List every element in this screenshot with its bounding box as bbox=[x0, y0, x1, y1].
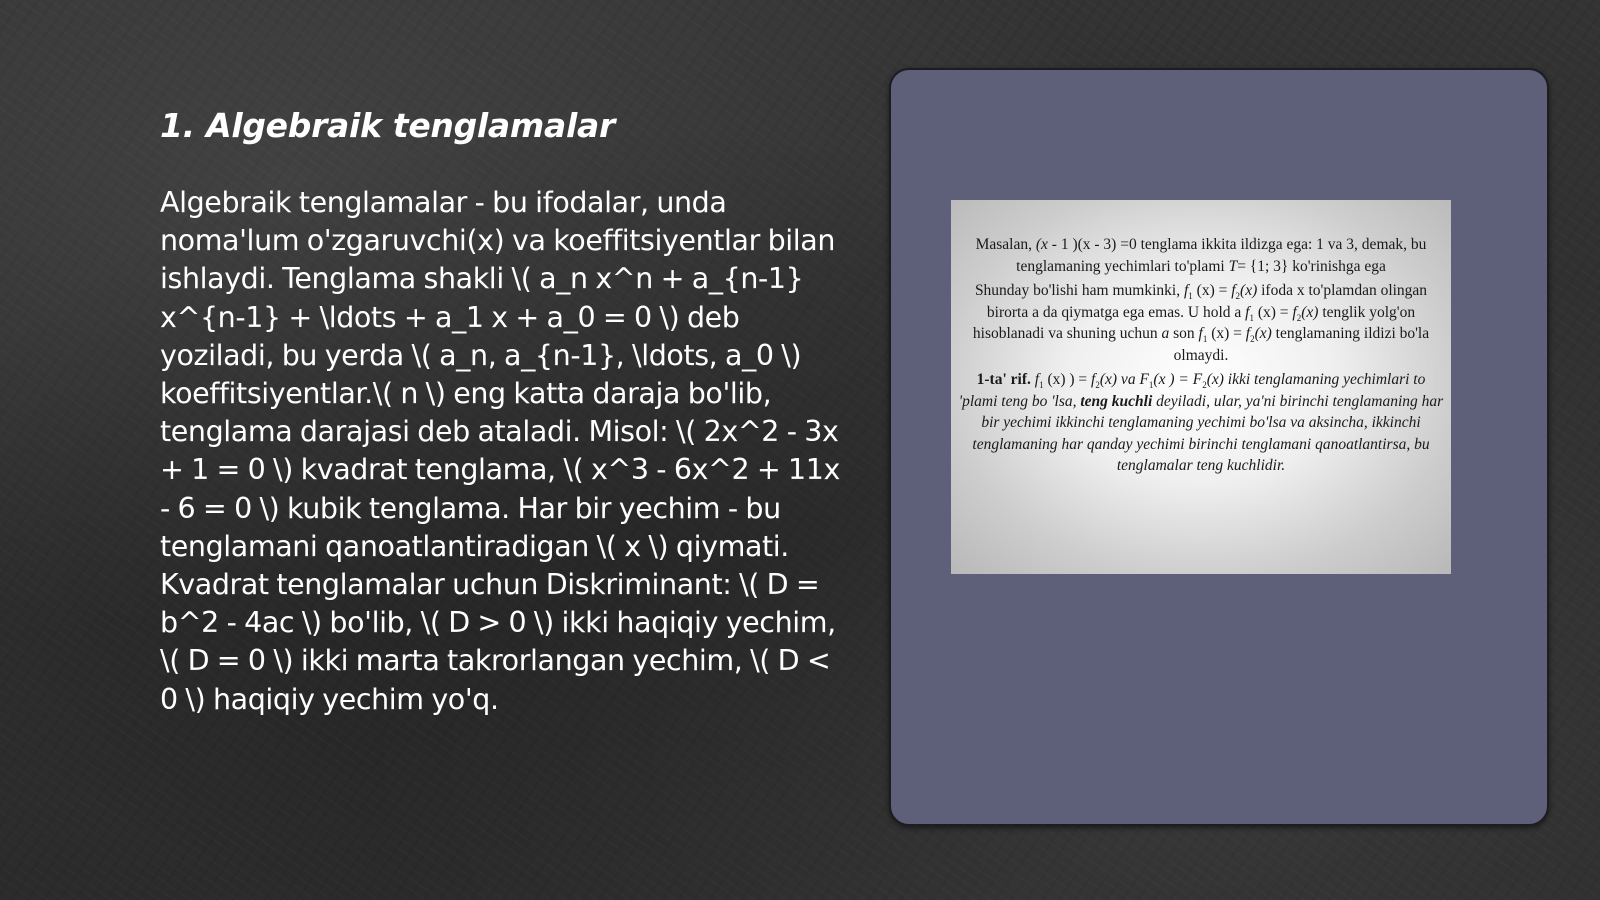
slide-body-text: Algebraik tenglamalar - bu ifodalar, unda noma'lum o'zgaruvchi(x) va koeffitsiyentlar bilan ishlaydi. Tenglama shakli \( a_n x^n + a_{n-1} x^{n-1} + \ldots + a_1 x + a_0 = 0 \) deb yoziladi, bu yerda \( a_n, a_{n-1}, \ldots, a_0 \) koeffitsiyentlar.\( n \) eng katta daraja bo'lib, tenglama darajasi deb ataladi. Misol: \( 2x^2 - 3x + 1 = 0 \) kvadrat tenglama, \( x^3 - 6x^2 + 11x - 6 = 0 \) kubik tenglama. Har bir yechim - bu tenglamani qanoatlantiradigan \( x \) qiymati. Kvadrat tenglamalar uchun Diskriminant: \( D = b^2 - 4ac \) bo'lib, \( D > 0 \) ikki haqiqiy yechim, \( D = 0 \) ikki marta takrorlangan yechim, \( D < 0 \) haqiqiy yechim yo'q. bbox=[160, 186, 840, 716]
excerpt-paragraph-1: Masalan, (x - 1 )(x - 3) =0 tenglama ikkita ildizga ega: 1 va 3, demak, bu tenglamaning yechimlari to'plami T= {1; 3} ko'rinishga ega bbox=[975, 236, 1427, 275]
excerpt-definition: 1-ta' rif. $f_1$ (x) ) = $f_2(x)$ va $F_1(x$ ) = $F_2(x)$ ikki tenglamaning yechimlari to 'plami teng bo 'lsa, teng kuchli deyiladi, ular, ya'ni birinchi tenglamaning har bir yechimi ikkinchi tenglamaning yechimi bo'lsa va aksincha, ikkinchi tenglamaning har qanday yechimi birinchi tenglamani qanoatlantirsa, bu tenglamalar teng kuchlidir. bbox=[958, 371, 1444, 474]
textbook-excerpt-image bbox=[951, 200, 1451, 574]
image-panel bbox=[889, 68, 1549, 826]
excerpt-paragraph-2: Shunday bo'lishi ham mumkinki, $f_1$ $(x) = f_2(x)$ ifoda x to'plamdan olingan birorta a da qiymatga ega emas. U hold a $f_1$ $(x) = f_2(x)$ tenglik yolg'on hisoblanadi va shuning uchun a son $f_1$ $(x) = f_2(x)$ tenglamaning ildizi bo'la olmaydi. bbox=[972, 282, 1430, 364]
slide-title: 1. Algebraik tenglamalar bbox=[160, 106, 615, 145]
